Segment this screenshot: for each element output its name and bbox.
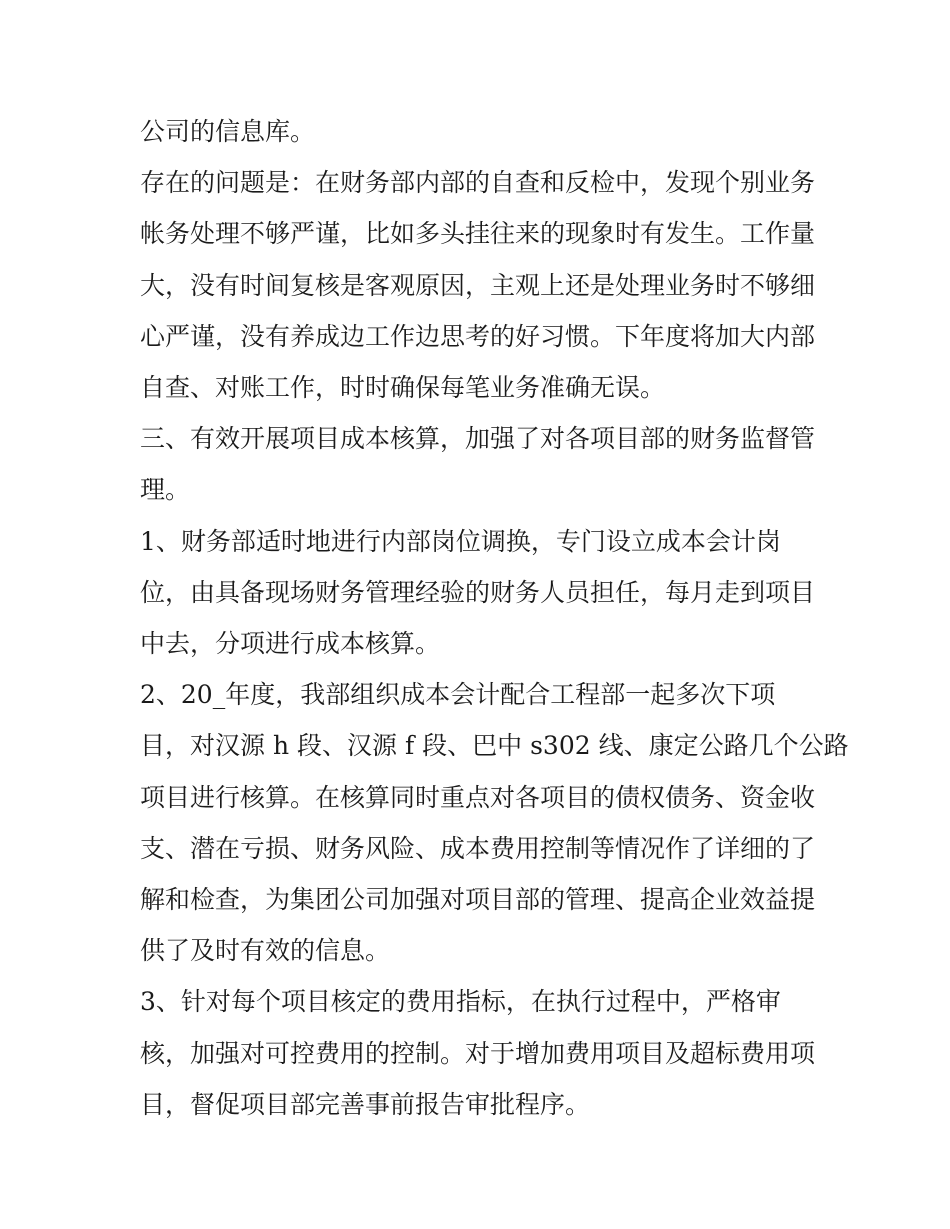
list-item: 1、财务部适时地进行内部岗位调换，专门设立成本会计岗: [140, 526, 781, 556]
text-line: 存在的问题是：在财务部内部的自查和反检中，发现个别业务: [140, 168, 816, 198]
text-line: 位，由具备现场财务管理经验的财务人员担任，每月走到项目: [140, 577, 816, 607]
text-line: 公司的信息库。: [140, 117, 316, 146]
text-line: 中去，分项进行成本核算。: [140, 629, 441, 659]
text-line: 大，没有时间复核是客观原因，主观上还是处理业务时不够细: [140, 270, 816, 300]
text-line: 项目进行核算。在核算同时重点对各项目的债权债务、资金收: [140, 782, 816, 812]
text-line: 理。: [140, 475, 191, 505]
text-line: 帐务处理不够严谨，比如多头挂往来的现象时有发生。工作量: [140, 219, 816, 249]
text-line: 支、潜在亏损、财务风险、成本费用控制等情况作了详细的了: [140, 833, 816, 863]
text-line: 解和检查，为集团公司加强对项目部的管理、提高企业效益提: [140, 885, 816, 915]
text-line: 目，督促项目部完善事前报告审批程序。: [140, 1089, 591, 1119]
text-line: 核，加强对可控费用的控制。对于增加费用项目及超标费用项: [140, 1038, 816, 1068]
text-line: 供了及时有效的信息。: [140, 936, 391, 966]
text-line: 心严谨，没有养成边工作边思考的好习惯。下年度将加大内部: [140, 321, 816, 351]
list-item: 3、针对每个项目核定的费用指标，在执行过程中，严格审: [140, 987, 781, 1017]
text-line: 自查、对账工作，时时确保每笔业务准确无误。: [140, 373, 666, 403]
list-item: 2、20_年度，我部组织成本会计配合工程部一起多次下项: [140, 680, 776, 710]
text-line: 目，对汉源 h 段、汉源 f 段、巴中 s302 线、康定公路几个公路: [140, 731, 849, 761]
section-heading: 三、有效开展项目成本核算，加强了对各项目部的财务监督管: [140, 424, 816, 454]
document-body: [140, 106, 849, 1130]
